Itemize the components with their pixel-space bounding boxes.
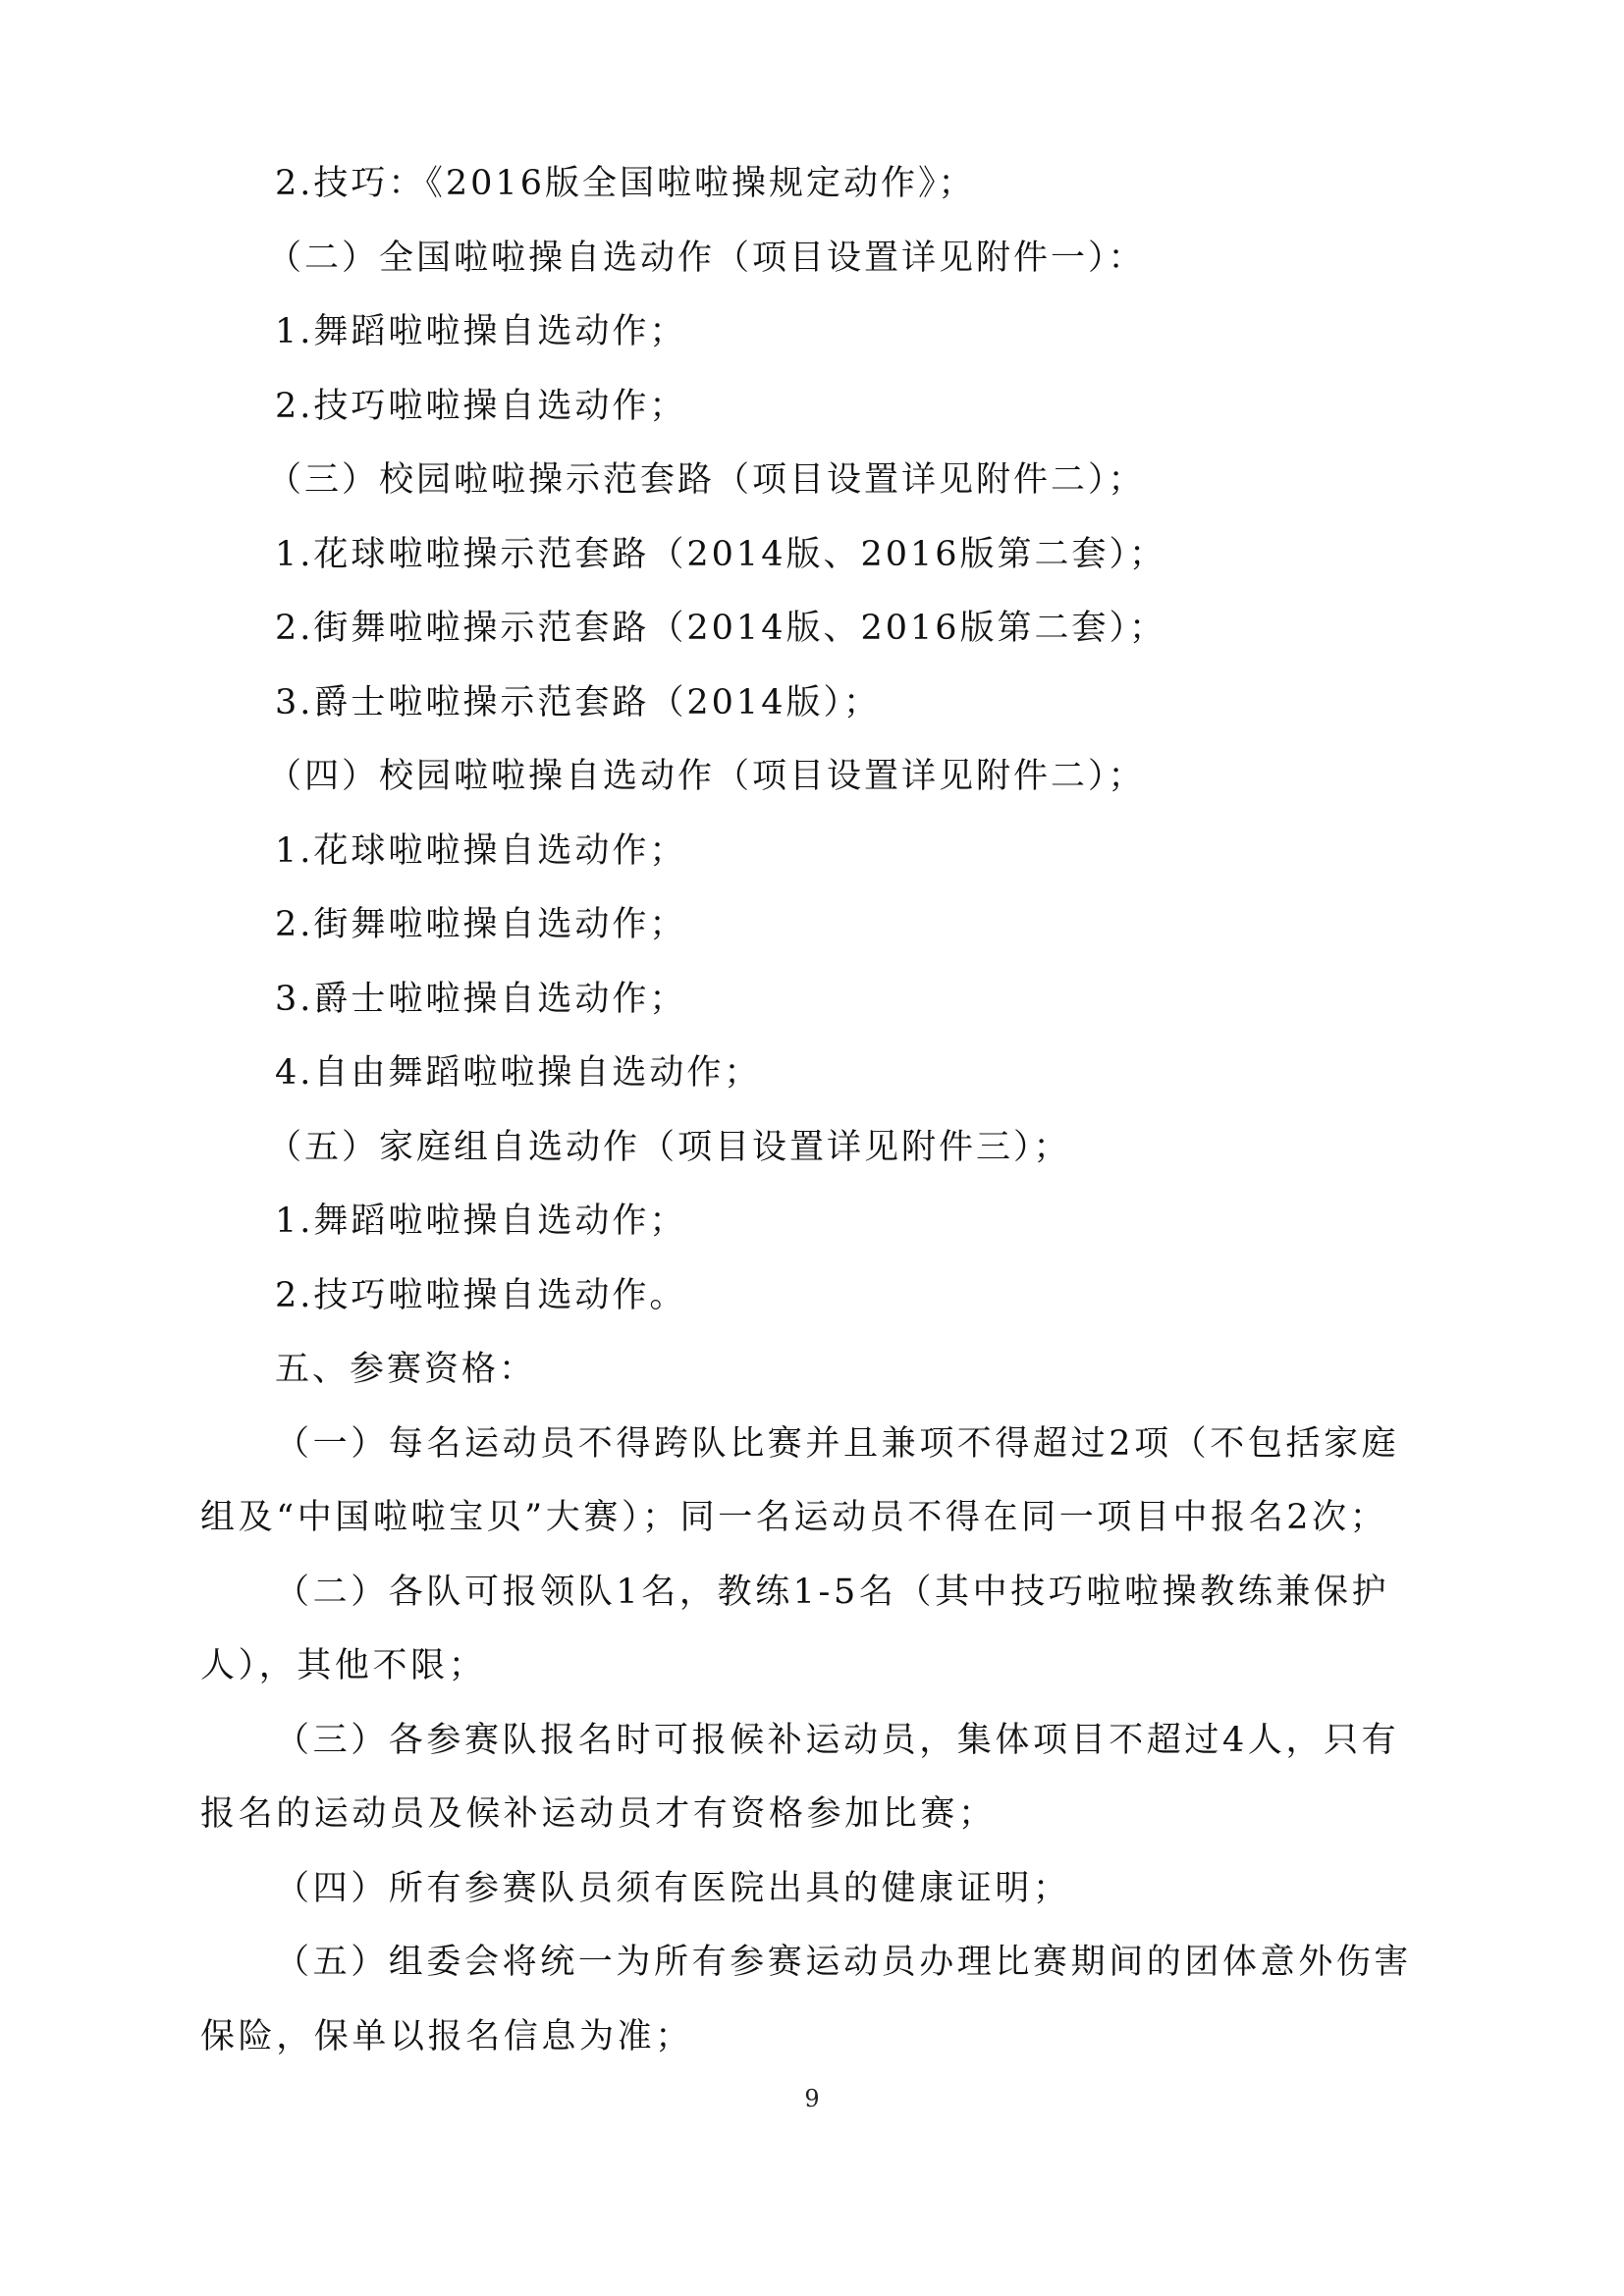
paragraph-line: （五）组委会将统一为所有参赛运动员办理比赛期间的团体意外伤害 <box>275 1943 1413 1982</box>
paragraph-line: （三）各参赛队报名时可报候补运动员，集体项目不超过4人，只有 <box>275 1720 1400 1760</box>
chapter-heading: 五、参赛资格： <box>275 1350 537 1389</box>
paragraph-1 <box>200 1408 1438 1556</box>
page-number: 9 <box>804 2085 820 2112</box>
paragraph-5 <box>200 1926 1438 2074</box>
section-heading: （四）校园啦啦操自选动作（项目设置详见附件二）； <box>267 757 1146 796</box>
paragraph-line: 报名的运动员及候补运动员才有资格参加比赛； <box>200 1794 997 1834</box>
section-heading: （二）全国啦啦操自选动作（项目设置详见附件一）： <box>267 238 1146 278</box>
text-line: 4.自由舞蹈啦啦操自选动作； <box>275 1053 762 1093</box>
paragraph-line: （二）各队可报领队1名，教练1-5名（其中技巧啦啦操教练兼保护 <box>275 1572 1390 1612</box>
text-line: 2.街舞啦啦操示范套路（2014版、2016版第二套）； <box>275 609 1167 648</box>
text-line: 2.技巧啦啦操自选动作； <box>275 386 687 426</box>
section-heading: （五）家庭组自选动作（项目设置详见附件三）； <box>267 1127 1071 1167</box>
paragraph-4 <box>275 1852 1438 1927</box>
paragraph-3 <box>200 1704 1438 1852</box>
paragraph-line: 人），其他不限； <box>200 1646 487 1685</box>
text-line: 3.爵士啦啦操自选动作； <box>275 979 687 1019</box>
text-line: 1.花球啦啦操自选动作； <box>275 830 687 871</box>
paragraph-line: （四）所有参赛队员须有医院出具的健康证明； <box>275 1868 1071 1908</box>
text-line: 1.舞蹈啦啦操自选动作； <box>275 312 687 351</box>
paragraph-2 <box>200 1556 1438 1704</box>
text-line: 1.舞蹈啦啦操自选动作； <box>275 1201 687 1241</box>
text-line: 2.技巧：《2016版全国啦啦操规定动作》； <box>275 164 976 203</box>
paragraph-line: 保险，保单以报名信息为准； <box>200 2016 693 2056</box>
paragraph-line: （一）每名运动员不得跨队比赛并且兼项不得超过2项（不包括家庭 <box>275 1423 1400 1464</box>
section-heading: （三）校园啦啦操示范套路（项目设置详见附件二）； <box>267 460 1146 500</box>
text-line: 2.技巧啦啦操自选动作。 <box>275 1275 687 1315</box>
text-line: 3.爵士啦啦操示范套路（2014版）； <box>275 682 881 722</box>
text-line: 2.街舞啦啦操自选动作； <box>275 905 687 944</box>
paragraph-line: 组及“中国啦啦宝贝”大赛）；同一名运动员不得在同一项目中报名2次； <box>200 1498 1388 1537</box>
text-line: 1.花球啦啦操示范套路（2014版、2016版第二套）； <box>275 534 1167 574</box>
document-body <box>200 147 1438 2074</box>
